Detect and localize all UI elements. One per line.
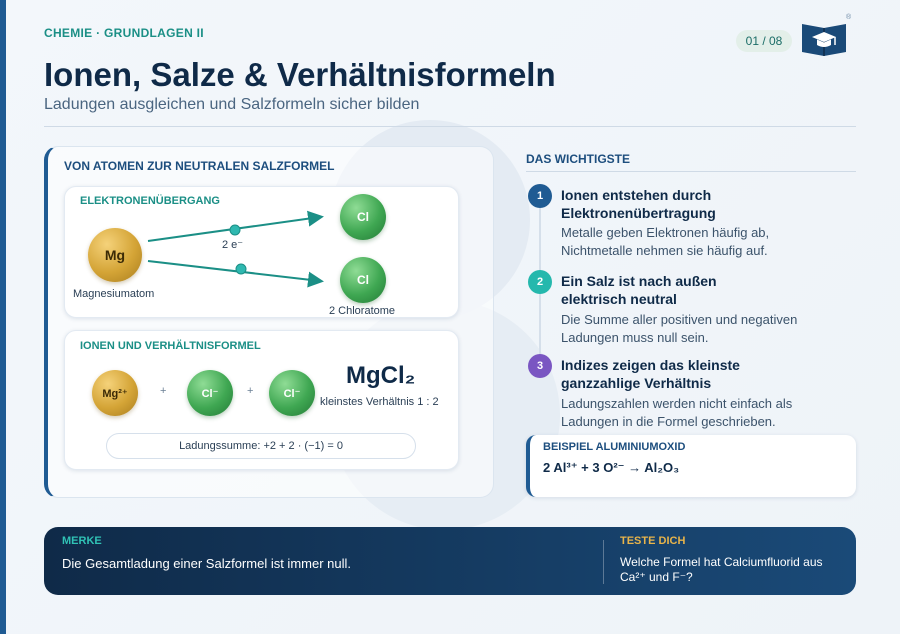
point-number-1: 1: [528, 184, 552, 208]
teste-text: Welche Formel hat Calciumfluorid aus Ca²⁺ und F⁻?: [620, 555, 823, 584]
registered-mark: ®: [846, 14, 852, 21]
magnesium-atom: Mg: [88, 228, 142, 282]
ion-formula-title: IONEN UND VERHÄLTNISFORMEL: [80, 340, 261, 352]
teste-title: TESTE DICH: [620, 535, 686, 547]
electron-label: 2 e⁻: [222, 239, 244, 251]
point-number-3: 3: [528, 354, 552, 378]
chlorine-atom-top: Cl: [340, 194, 386, 240]
merke-title: MERKE: [62, 535, 102, 547]
plus-sign: +: [247, 385, 254, 397]
plus-sign: +: [160, 385, 167, 397]
chloride-ion-2: Cl⁻: [269, 370, 315, 416]
charge-sum-pill: Ladungssumme: +2 + 2 · (−1) = 0: [106, 433, 416, 459]
course-kicker: CHEMIE · GRUNDLAGEN II: [44, 26, 204, 40]
key-points-title: DAS WICHTIGSTE: [526, 152, 630, 166]
point-body-3: Ladungszahlen werden nicht einfach als Ladungen in die Formel geschrieben.: [561, 396, 793, 429]
electron-transfer-title: ELEKTRONENÜBERGANG: [80, 195, 220, 207]
example-equation: 2 Al³⁺ + 3 O²⁻ → Al₂O₃: [543, 460, 680, 475]
left-panel-title: VON ATOMEN ZUR NEUTRALEN SALZFORMEL: [64, 159, 335, 173]
salt-formula: MgCl₂: [346, 362, 416, 389]
merke-text: Die Gesamtladung einer Salzformel ist immer null.: [62, 556, 351, 571]
point-heading-2: Ein Salz ist nach außen elektrisch neutral: [561, 273, 717, 307]
chloride-ion-1: Cl⁻: [187, 370, 233, 416]
page-title: Ionen, Salze & Verhältnisformeln: [44, 56, 556, 93]
book-graduation-cap-icon: [800, 18, 848, 58]
page-subtitle: Ladungen ausgleichen und Salzformeln sicher bilden: [44, 96, 420, 113]
header-divider: [44, 126, 856, 127]
left-accent-rail: [0, 0, 6, 634]
ratio-note: kleinstes Verhältnis 1 : 2: [320, 396, 439, 408]
point-heading-3: Indizes zeigen das kleinste ganzzahlige Verhältnis: [561, 357, 740, 391]
footer-divider: [603, 540, 604, 584]
magnesium-ion: Mg²⁺: [92, 370, 138, 416]
magnesium-label: Magnesiumatom: [73, 288, 155, 300]
point-body-1: Metalle geben Elektronen häufig ab, Nichtmetalle nehmen sie häufig auf.: [561, 225, 770, 258]
point-number-2: 2: [528, 270, 552, 294]
point-body-2: Die Summe aller positiven und negativen Ladungen muss null sein.: [561, 312, 798, 345]
page-indicator: 01 / 08: [736, 30, 792, 52]
example-title: BEISPIEL ALUMINIUMOXID: [543, 441, 686, 453]
chlorine-atom-bottom: Cl: [340, 257, 386, 303]
chlorine-label: 2 Chloratome: [329, 305, 396, 317]
key-points-divider: [526, 171, 856, 172]
point-heading-1: Ionen entstehen durch Elektronenübertragung: [561, 187, 716, 221]
